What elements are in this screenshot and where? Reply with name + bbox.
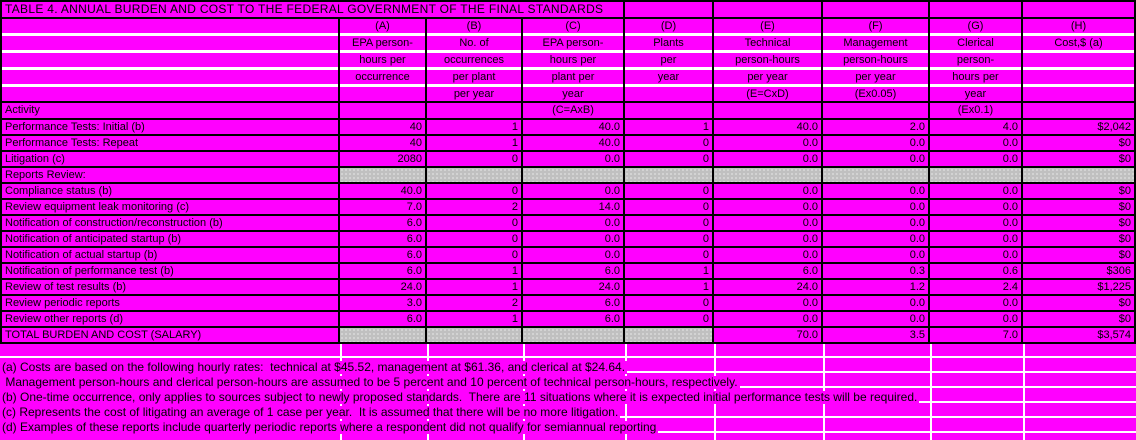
title-cell-e [714, 2, 823, 17]
value-cell: 0 [625, 232, 714, 246]
value-cell: 0 [625, 184, 714, 198]
value-cell: 0.0 [823, 312, 930, 326]
title-cell-f [823, 2, 930, 17]
row-label: Notification of construction/reconstruction (b) [2, 216, 340, 230]
column-header-text: hours per [930, 70, 1023, 84]
value-cell [823, 168, 930, 182]
table-row [2, 328, 1134, 344]
value-cell: 6.0 [340, 232, 427, 246]
value-cell: 0 [625, 152, 714, 166]
value-cell: 0.0 [823, 216, 930, 230]
value-cell [930, 168, 1023, 182]
column-header-text: No. of [427, 36, 523, 50]
column-header-text [1023, 87, 1134, 101]
empty-grid-row [0, 433, 1136, 440]
row-label: Litigation (c) [2, 152, 340, 166]
title-row [2, 2, 1134, 19]
value-cell: 2.4 [930, 280, 1023, 294]
value-cell: 0.0 [823, 200, 930, 214]
value-cell: 0.0 [714, 184, 823, 198]
column-letter: (A) [340, 19, 427, 33]
value-cell: 0.0 [930, 184, 1023, 198]
value-cell: 0 [427, 248, 523, 262]
value-cell: 40 [340, 120, 427, 134]
column-header-text [1023, 53, 1134, 67]
value-cell: 6.0 [523, 312, 625, 326]
column-header-text [625, 87, 714, 101]
value-cell: 0.0 [714, 248, 823, 262]
row-label: Performance Tests: Initial (b) [2, 120, 340, 134]
column-header-text: Plants [625, 36, 714, 50]
title-cell-h [1023, 2, 1134, 17]
table-row [2, 136, 1134, 152]
table-row [2, 248, 1134, 264]
value-cell: 0.0 [930, 296, 1023, 310]
column-header-text: per year [823, 70, 930, 84]
value-cell: 0 [625, 216, 714, 230]
value-cell: 6.0 [340, 264, 427, 278]
header-line-row [2, 53, 1134, 67]
value-cell: 24.0 [714, 280, 823, 294]
footnote-text: (c) Represents the cost of litigating an average of 1 case per year. It is assumed that there will be no more litigation. [2, 405, 619, 419]
formula-cell [427, 103, 523, 118]
value-cell: 24.0 [523, 280, 625, 294]
value-cell: 3.5 [823, 328, 930, 342]
column-letter: (E) [714, 19, 823, 33]
table-title: TABLE 4. ANNUAL BURDEN AND COST TO THE FEDERAL GOVERNMENT OF THE FINAL STANDARDS [2, 2, 625, 17]
formula-cell [714, 103, 823, 118]
value-cell: 7.0 [930, 328, 1023, 342]
table-row [2, 280, 1134, 296]
row-label: Compliance status (b) [2, 184, 340, 198]
value-cell: 0 [427, 184, 523, 198]
value-cell: 1 [427, 264, 523, 278]
value-cell [427, 328, 523, 342]
footnote-text: (d) Examples of these reports include quarterly periodic reports where a respondent did not qualify for semiannual reporting [2, 420, 657, 434]
value-cell: 0 [427, 152, 523, 166]
value-cell: 0.0 [823, 136, 930, 150]
value-cell: 1 [427, 312, 523, 326]
value-cell: 6.0 [714, 264, 823, 278]
value-cell: 0.0 [823, 296, 930, 310]
title-cell-d [625, 2, 714, 17]
value-cell: 0 [427, 232, 523, 246]
value-cell: 2080 [340, 152, 427, 166]
value-cell: 2 [427, 296, 523, 310]
data-rows [2, 120, 1134, 344]
title-cell-g [930, 2, 1023, 17]
activity-row [2, 103, 1134, 120]
value-cell: 0.0 [714, 296, 823, 310]
value-cell: 0 [625, 200, 714, 214]
formula-cell [625, 103, 714, 118]
formula-cell: (Ex0.1) [930, 103, 1023, 118]
value-cell [340, 328, 427, 342]
column-header-text: per plant [427, 70, 523, 84]
footnote-row [0, 373, 1136, 389]
value-cell: 40 [340, 136, 427, 150]
value-cell: 40.0 [523, 136, 625, 150]
value-cell: 7.0 [340, 200, 427, 214]
table-row [2, 232, 1134, 248]
value-cell [625, 168, 714, 182]
value-cell: 0.0 [714, 312, 823, 326]
column-header-text: per year [427, 87, 523, 101]
value-cell: 0.6 [930, 264, 1023, 278]
value-cell: $0 [1023, 232, 1134, 246]
value-cell [625, 328, 714, 342]
value-cell: 0 [625, 296, 714, 310]
value-cell: 4.0 [930, 120, 1023, 134]
value-cell: 2 [427, 200, 523, 214]
value-cell [427, 168, 523, 182]
value-cell: $0 [1023, 200, 1134, 214]
value-cell: 0 [625, 312, 714, 326]
value-cell [1023, 168, 1134, 182]
column-header-text [340, 87, 427, 101]
row-label: Review equipment leak monitoring (c) [2, 200, 340, 214]
value-cell: 0.0 [714, 216, 823, 230]
value-cell [714, 168, 823, 182]
table-row [2, 184, 1134, 200]
value-cell: 0.0 [714, 136, 823, 150]
value-cell: 0.0 [930, 136, 1023, 150]
value-cell [340, 168, 427, 182]
header-spacer [2, 53, 340, 67]
table-row [2, 120, 1134, 136]
value-cell: $3,574 [1023, 328, 1134, 342]
column-header-text: person-hours [823, 53, 930, 67]
table-row [2, 152, 1134, 168]
activity-label: Activity [2, 103, 340, 118]
column-header-text: EPA person- [523, 36, 625, 50]
value-cell: $0 [1023, 184, 1134, 198]
value-cell: $0 [1023, 152, 1134, 166]
column-header-text: EPA person- [340, 36, 427, 50]
column-header-text: person-hours [714, 53, 823, 67]
value-cell: 6.0 [523, 296, 625, 310]
value-cell: 40.0 [340, 184, 427, 198]
header-spacer [2, 70, 340, 84]
column-letter: (C) [523, 19, 625, 33]
header-spacer [2, 87, 340, 101]
value-cell: 6.0 [340, 312, 427, 326]
value-cell: 6.0 [340, 248, 427, 262]
value-cell: 0.0 [823, 248, 930, 262]
formula-cell [340, 103, 427, 118]
column-header-text: Management [823, 36, 930, 50]
value-cell: 0 [427, 216, 523, 230]
value-cell: $1,225 [1023, 280, 1134, 294]
row-label: Review periodic reports [2, 296, 340, 310]
value-cell: 0.0 [714, 152, 823, 166]
column-header-text: per [625, 53, 714, 67]
row-label: TOTAL BURDEN AND COST (SALARY) [2, 328, 340, 342]
footnote-text: (b) One-time occurrence, only applies to sources subject to newly proposed standards. There are 11 situations where it is expected initial performance tests will be required. [2, 390, 918, 404]
column-letter: (D) [625, 19, 714, 33]
value-cell: 0.0 [523, 152, 625, 166]
footnote-text: (a) Costs are based on the following hourly rates: technical at $45.52, management at $61.36, and clerical at $24.64. [2, 360, 626, 374]
column-header-text: (E=CxD) [714, 87, 823, 101]
value-cell: 70.0 [714, 328, 823, 342]
value-cell: 0.0 [930, 248, 1023, 262]
value-cell: 1 [427, 120, 523, 134]
formula-cell [823, 103, 930, 118]
column-header-text [1023, 70, 1134, 84]
table-row [2, 296, 1134, 312]
value-cell: 0.0 [823, 184, 930, 198]
row-label: Notification of anticipated startup (b) [2, 232, 340, 246]
header-line-row [2, 70, 1134, 84]
formula-cell: (C=AxB) [523, 103, 625, 118]
value-cell: 14.0 [523, 200, 625, 214]
footnote-row [0, 403, 1136, 419]
footnote-text: Management person-hours and clerical person-hours are assumed to be 5 percent and 10 percent of technical person-hours, respectively. [2, 375, 738, 389]
row-label: Notification of actual startup (b) [2, 248, 340, 262]
footnote-row [0, 358, 1136, 374]
column-letter: (G) [930, 19, 1023, 33]
value-cell: $0 [1023, 248, 1134, 262]
value-cell: $306 [1023, 264, 1134, 278]
value-cell: 3.0 [340, 296, 427, 310]
value-cell: 0.0 [714, 200, 823, 214]
table-row [2, 216, 1134, 232]
row-label: Performance Tests: Repeat [2, 136, 340, 150]
value-cell: $2,042 [1023, 120, 1134, 134]
table-row [2, 264, 1134, 280]
value-cell [523, 168, 625, 182]
column-header-text: occurrence [340, 70, 427, 84]
footnote-row [0, 388, 1136, 404]
value-cell: 1 [427, 280, 523, 294]
value-cell: 0.0 [823, 232, 930, 246]
value-cell: 0.0 [523, 216, 625, 230]
value-cell: 0.0 [930, 216, 1023, 230]
value-cell: $0 [1023, 216, 1134, 230]
header-line-row [2, 36, 1134, 50]
value-cell: 0.0 [930, 312, 1023, 326]
column-header-text: (Ex0.05) [823, 87, 930, 101]
value-cell: 0.0 [930, 152, 1023, 166]
value-cell: 40.0 [523, 120, 625, 134]
column-letter: (F) [823, 19, 930, 33]
column-header-text: Cost,$ (a) [1023, 36, 1134, 50]
value-cell: $0 [1023, 296, 1134, 310]
value-cell: 40.0 [714, 120, 823, 134]
value-cell: 0.0 [523, 248, 625, 262]
column-header-text: Technical [714, 36, 823, 50]
value-cell [523, 328, 625, 342]
empty-grid-row [0, 344, 1136, 356]
column-header-text: year [930, 87, 1023, 101]
column-letter: (H) [1023, 19, 1134, 33]
table-row [2, 200, 1134, 216]
value-cell: 6.0 [523, 264, 625, 278]
value-cell: $0 [1023, 312, 1134, 326]
activity-header-spacer [2, 19, 340, 33]
column-header-text: per year [714, 70, 823, 84]
value-cell: 1 [625, 264, 714, 278]
column-header-text: year [523, 87, 625, 101]
row-label: Notification of performance test (b) [2, 264, 340, 278]
column-header-text: hours per [523, 53, 625, 67]
value-cell: 0.0 [523, 232, 625, 246]
row-label: Review of test results (b) [2, 280, 340, 294]
column-header-text: year [625, 70, 714, 84]
header-rows [2, 19, 1134, 120]
value-cell: 0 [625, 136, 714, 150]
value-cell: 1 [427, 136, 523, 150]
value-cell: 0.3 [823, 264, 930, 278]
value-cell: 0.0 [930, 200, 1023, 214]
header-line-row [2, 87, 1134, 103]
value-cell: 24.0 [340, 280, 427, 294]
table-row [2, 312, 1134, 328]
column-letters-row [2, 19, 1134, 33]
formula-cell [1023, 103, 1134, 118]
row-label: Reports Review: [2, 168, 340, 182]
value-cell: 0 [625, 248, 714, 262]
column-letter: (B) [427, 19, 523, 33]
value-cell: 0.0 [523, 184, 625, 198]
value-cell: 1 [625, 120, 714, 134]
column-header-text: plant per [523, 70, 625, 84]
row-label: Review other reports (d) [2, 312, 340, 326]
value-cell: $0 [1023, 136, 1134, 150]
footnote-row [0, 418, 1136, 434]
value-cell: 6.0 [340, 216, 427, 230]
column-header-text: hours per [340, 53, 427, 67]
column-header-text: person- [930, 53, 1023, 67]
header-spacer [2, 36, 340, 50]
value-cell: 0.0 [823, 152, 930, 166]
value-cell: 1 [625, 280, 714, 294]
table-row [2, 168, 1134, 184]
value-cell: 0.0 [714, 232, 823, 246]
column-header-text: occurrences [427, 53, 523, 67]
value-cell: 0.0 [930, 232, 1023, 246]
value-cell: 2.0 [823, 120, 930, 134]
footnote-area [0, 344, 1136, 440]
value-cell: 1.2 [823, 280, 930, 294]
column-header-text: Clerical [930, 36, 1023, 50]
